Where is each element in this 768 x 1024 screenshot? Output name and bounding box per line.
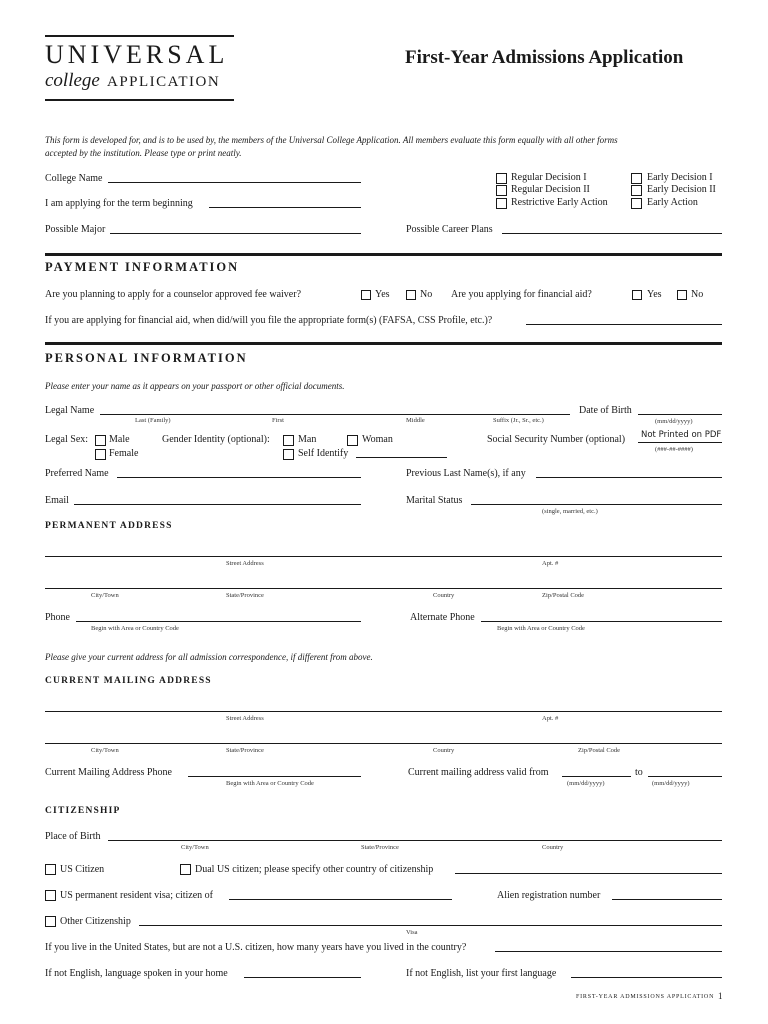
legal-name-label: Legal Name	[45, 405, 95, 416]
career-field[interactable]	[502, 233, 722, 234]
phone-label: Phone	[45, 612, 70, 623]
college-name-field[interactable]	[108, 182, 361, 183]
permanent-address-heading: PERMANENT ADDRESS	[45, 521, 173, 531]
college-name-label: College Name	[45, 173, 103, 184]
major-field[interactable]	[110, 233, 361, 234]
dual-citizen-field[interactable]	[455, 873, 722, 874]
years-in-us-question: If you live in the United States, but are not a U.S. citizen, how many years have you lived in the country?	[45, 942, 467, 953]
current-street-caption: Street Address	[226, 715, 264, 722]
marital-status-hint: (single, married, etc.)	[542, 508, 598, 515]
email-field[interactable]	[74, 504, 361, 505]
alien-registration-field[interactable]	[612, 899, 722, 900]
current-street-field[interactable]	[45, 711, 722, 712]
fee-waiver-no-label: No	[420, 289, 433, 300]
page-number: 1	[718, 991, 723, 1001]
years-in-us-field[interactable]	[495, 951, 722, 952]
financial-aid-question: Are you applying for financial aid?	[451, 289, 592, 300]
financial-aid-no-label: No	[691, 289, 704, 300]
dob-hint: (mm/dd/yyyy)	[655, 418, 693, 425]
alien-registration-label: Alien registration number	[497, 890, 601, 901]
current-phone-hint: Begin with Area or Country Code	[226, 780, 314, 787]
permanent-street-field[interactable]	[45, 556, 722, 557]
male-checkbox[interactable]	[95, 435, 106, 446]
legal-name-field[interactable]	[100, 414, 570, 415]
us-citizen-checkbox[interactable]	[45, 864, 56, 875]
valid-from-label: Current mailing address valid from	[408, 767, 549, 778]
valid-to-field[interactable]	[648, 776, 722, 777]
valid-from-field[interactable]	[562, 776, 631, 777]
page-title: First-Year Admissions Application	[405, 47, 684, 68]
first-language-label: If not English, list your first language	[406, 968, 557, 979]
career-label: Possible Career Plans	[406, 224, 493, 235]
us-citizen-label: US Citizen	[60, 864, 105, 875]
personal-note: Please enter your name as it appears on your passport or other official documents.	[45, 381, 345, 391]
fee-waiver-question: Are you planning to apply for a counselor approved fee waiver?	[45, 289, 302, 300]
alternate-phone-hint: Begin with Area or Country Code	[497, 625, 585, 632]
permanent-country-caption: Country	[433, 592, 455, 599]
ssn-value: Not Printed on PDF	[641, 430, 722, 440]
language-home-label: If not English, language spoken in your home	[45, 968, 228, 979]
logo-application: APPLICATION	[107, 74, 221, 90]
current-state-caption: State/Province	[226, 747, 264, 754]
dob-field[interactable]	[638, 414, 722, 415]
personal-rule	[45, 342, 722, 345]
birth-city-caption: City/Town	[181, 844, 209, 851]
fee-waiver-yes-label: Yes	[375, 289, 390, 300]
intro-line-2: accepted by the institution. Please type or print neatly.	[45, 148, 242, 158]
phone-hint: Begin with Area or Country Code	[91, 625, 179, 632]
term-label: I am applying for the term beginning	[45, 198, 193, 209]
logo-universal: UNIVERSAL	[45, 40, 229, 69]
self-identify-checkbox[interactable]	[283, 449, 294, 460]
current-phone-label: Current Mailing Address Phone	[45, 767, 172, 778]
place-of-birth-field[interactable]	[108, 840, 722, 841]
financial-aid-no-checkbox[interactable]	[677, 290, 687, 300]
current-country-caption: Country	[433, 747, 455, 754]
woman-label: Woman	[362, 434, 393, 445]
female-label: Female	[109, 448, 139, 459]
marital-status-field[interactable]	[471, 504, 722, 505]
personal-heading: PERSONAL INFORMATION	[45, 351, 248, 365]
name-part-middle: Middle	[406, 417, 425, 424]
current-city-caption: City/Town	[91, 747, 119, 754]
other-citizenship-label: Other Citizenship	[60, 916, 131, 927]
early-decision-1-checkbox[interactable]	[631, 173, 642, 184]
regular-decision-2-label: Regular Decision II	[511, 184, 590, 195]
woman-checkbox[interactable]	[347, 435, 358, 446]
footer-label: FIRST-YEAR ADMISSIONS APPLICATION	[576, 994, 715, 1000]
phone-field[interactable]	[76, 621, 361, 622]
preferred-name-label: Preferred Name	[45, 468, 109, 479]
permanent-street-caption: Street Address	[226, 560, 264, 567]
permanent-resident-field[interactable]	[229, 899, 452, 900]
visa-caption: Visa	[406, 929, 418, 936]
early-decision-1-label: Early Decision I	[647, 172, 713, 183]
dual-citizen-label: Dual US citizen; please specify other country of citizenship	[195, 864, 434, 875]
permanent-state-caption: State/Province	[226, 592, 264, 599]
permanent-city-field[interactable]	[45, 588, 722, 589]
current-address-heading: CURRENT MAILING ADDRESS	[45, 676, 212, 686]
ssn-label: Social Security Number (optional)	[487, 434, 626, 445]
birth-state-caption: State/Province	[361, 844, 399, 851]
permanent-resident-label: US permanent resident visa; citizen of	[60, 890, 214, 901]
gender-identity-label: Gender Identity (optional):	[162, 434, 270, 445]
current-apt-caption: Apt. #	[542, 715, 559, 722]
previous-last-name-label: Previous Last Name(s), if any	[406, 468, 526, 479]
language-home-field[interactable]	[244, 977, 361, 978]
self-identify-field[interactable]	[356, 457, 447, 458]
dob-label: Date of Birth	[579, 405, 632, 416]
permanent-resident-checkbox[interactable]	[45, 890, 56, 901]
other-citizenship-field[interactable]	[139, 925, 722, 926]
ssn-field[interactable]	[638, 442, 722, 443]
logo-top-rule	[45, 35, 234, 37]
early-action-checkbox[interactable]	[631, 198, 642, 209]
current-zip-caption: Zip/Postal Code	[578, 747, 621, 754]
term-field[interactable]	[209, 207, 361, 208]
restrictive-early-action-label: Restrictive Early Action	[511, 197, 608, 208]
early-decision-2-label: Early Decision II	[647, 184, 716, 195]
restrictive-early-action-checkbox[interactable]	[496, 198, 507, 209]
regular-decision-1-label: Regular Decision I	[511, 172, 587, 183]
name-part-last: Last (Family)	[135, 417, 171, 424]
male-label: Male	[109, 434, 130, 445]
name-part-suffix: Suffix (Jr., Sr., etc.)	[493, 417, 544, 424]
fee-waiver-yes-checkbox[interactable]	[361, 290, 371, 300]
email-label: Email	[45, 495, 69, 506]
valid-from-hint: (mm/dd/yyyy)	[567, 780, 605, 787]
birth-country-caption: Country	[542, 844, 564, 851]
permanent-city-caption: City/Town	[91, 592, 119, 599]
intro-line-1: This form is developed for, and is to be used by, the members of the Universal College Application. All members evaluate this form equally with all other forms	[45, 135, 618, 145]
valid-to-hint: (mm/dd/yyyy)	[652, 780, 690, 787]
man-label: Man	[298, 434, 317, 445]
self-identify-label: Self Identify	[298, 448, 349, 459]
other-citizenship-checkbox[interactable]	[45, 916, 56, 927]
payment-heading: PAYMENT INFORMATION	[45, 260, 240, 274]
financial-aid-yes-label: Yes	[647, 289, 662, 300]
early-action-label: Early Action	[647, 197, 698, 208]
ssn-hint: (###-##-####)	[655, 446, 693, 453]
name-part-first: First	[272, 417, 284, 424]
citizenship-heading: CITIZENSHIP	[45, 806, 121, 816]
legal-sex-label: Legal Sex:	[45, 434, 89, 445]
man-checkbox[interactable]	[283, 435, 294, 446]
current-address-note: Please give your current address for all admission correspondence, if different from above.	[45, 652, 373, 662]
alternate-phone-field[interactable]	[481, 621, 722, 622]
major-label: Possible Major	[45, 224, 106, 235]
regular-decision-1-checkbox[interactable]	[496, 173, 507, 184]
financial-aid-yes-checkbox[interactable]	[632, 290, 642, 300]
logo-bottom-rule	[45, 99, 234, 101]
fee-waiver-no-checkbox[interactable]	[406, 290, 416, 300]
previous-last-name-field[interactable]	[536, 477, 722, 478]
permanent-zip-caption: Zip/Postal Code	[542, 592, 585, 599]
preferred-name-field[interactable]	[117, 477, 361, 478]
valid-to-label: to	[635, 767, 643, 778]
logo-college: college	[45, 70, 100, 91]
alternate-phone-label: Alternate Phone	[410, 612, 475, 623]
aid-when-field[interactable]	[526, 324, 722, 325]
permanent-apt-caption: Apt. #	[542, 560, 559, 567]
place-of-birth-label: Place of Birth	[45, 831, 101, 842]
current-city-field[interactable]	[45, 743, 722, 744]
marital-status-label: Marital Status	[406, 495, 463, 506]
aid-when-question: If you are applying for financial aid, when did/will you file the appropriate form(s) (FAFSA, CSS Profile, etc.)?	[45, 315, 493, 326]
dual-citizen-checkbox[interactable]	[180, 864, 191, 875]
payment-rule	[45, 253, 722, 256]
current-phone-field[interactable]	[188, 776, 361, 777]
female-checkbox[interactable]	[95, 449, 106, 460]
early-decision-2-checkbox[interactable]	[631, 185, 642, 196]
first-language-field[interactable]	[571, 977, 722, 978]
regular-decision-2-checkbox[interactable]	[496, 185, 507, 196]
